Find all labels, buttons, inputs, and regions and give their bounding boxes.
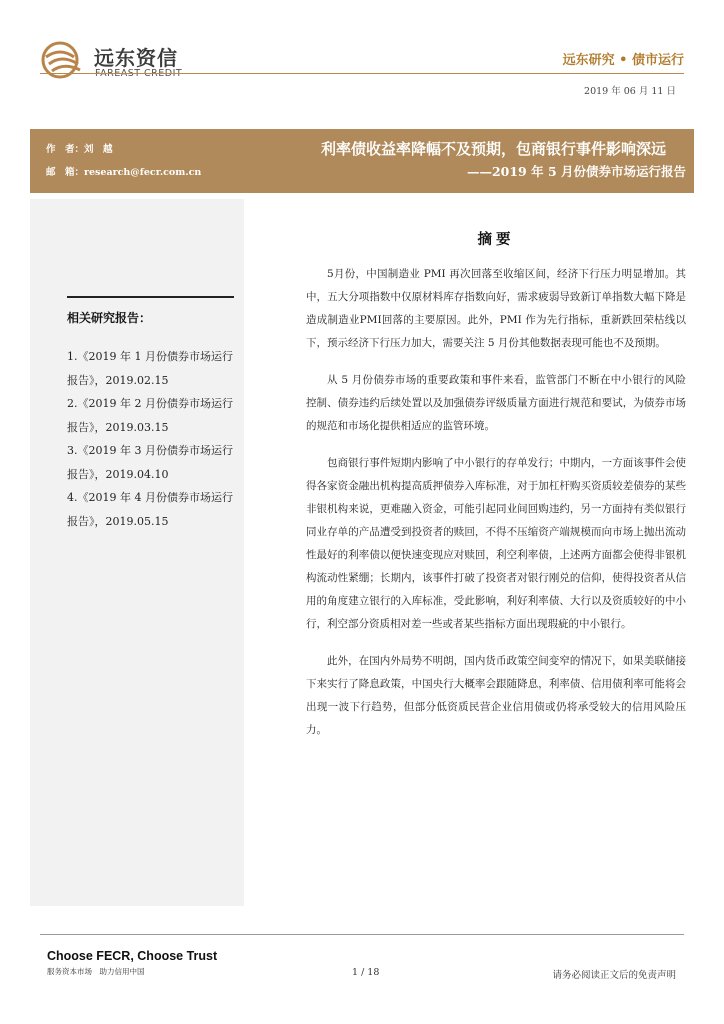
author-line: 作 者：刘 越 bbox=[46, 144, 113, 155]
report-section-label: 远东研究 • 债市运行 bbox=[562, 53, 684, 68]
logo-english-name: FAREAST CREDIT bbox=[95, 68, 183, 79]
page-number: 1 / 18 bbox=[352, 967, 380, 978]
report-subtitle: ——2019 年 5 月份债券市场运行报告 bbox=[466, 164, 686, 179]
abstract-section bbox=[306, 228, 686, 756]
email-line: 邮 箱：research@fecr.com.cn bbox=[46, 167, 202, 178]
related-report-item: 3.《2019 年 3 月份债券市场运行报告》，2019.04.10 bbox=[67, 444, 233, 481]
abstract-paragraph: 5月份，中国制造业 PMI 再次回落至收缩区间，经济下行压力明显增加。其中，五大分项指数中仅原材料库存指数向好，需求疲弱导致新订单指数大幅下降是造成制造业PMI回落的主要原因。此外，PMI 作为先行指标，重新跌回荣枯线以下，预示经济下行压力加大，需要关注 5 月份其他数据表现可能也不及预期。 bbox=[306, 268, 686, 349]
footer-slogan-sub: 服务资本市场 助力信用中国 bbox=[47, 967, 145, 976]
report-title: 利率债收益率降幅不及预期，包商银行事件影响深远 bbox=[320, 140, 666, 158]
disclaimer-note: 请务必阅读正文后的免责声明 bbox=[552, 970, 676, 981]
logo-chinese-name: 远东资信 bbox=[94, 46, 178, 70]
title-banner bbox=[30, 129, 694, 193]
footer-slogan: Choose FECR, Choose Trust bbox=[47, 949, 218, 963]
header-divider bbox=[40, 73, 684, 74]
related-reports-heading: 相关研究报告： bbox=[67, 311, 152, 325]
fareast-logo-icon bbox=[40, 40, 88, 80]
footer-divider bbox=[40, 934, 684, 935]
related-report-item: 1.《2019 年 1 月份债券市场运行报告》，2019.02.15 bbox=[67, 350, 233, 387]
abstract-paragraph: 此外，在国内外局势不明朗，国内货币政策空间变窄的情况下，如果美联储接下来实行了降息政策，中国央行大概率会跟随降息，利率债、信用债利率可能将会出现一波下行趋势，但部分低资质民营企业信用债或仍将承受较大的信用风险压力。 bbox=[306, 655, 686, 736]
abstract-paragraph: 从 5 月份债券市场的重要政策和事件来看，监管部门不断在中小银行的风险控制、债券违约后续处置以及加强债券评级质量方面进行规范和要试，为债券市场的规范和市场化提供相适应的监管环境。 bbox=[306, 374, 686, 432]
related-reports-list bbox=[67, 345, 239, 533]
related-report-item: 4.《2019 年 4 月份债券市场运行报告》，2019.05.15 bbox=[67, 491, 233, 528]
related-report-item: 2.《2019 年 2 月份债券市场运行报告》，2019.03.15 bbox=[67, 397, 233, 434]
company-logo bbox=[40, 40, 210, 85]
report-date: 2019 年 06 月 11 日 bbox=[584, 86, 676, 97]
sidebar-divider bbox=[67, 296, 234, 298]
sidebar bbox=[30, 199, 244, 906]
abstract-heading: 摘要 bbox=[477, 231, 515, 248]
abstract-paragraph: 包商银行事件短期内影响了中小银行的存单发行；中期内，一方面该事件会使得各家资金融出机构提高质押债券入库标准，对于加杠杆购买资质较差债券的某些非银机构来说，更难融入资金，可能引起同业间回购违约，另一方面持有类似银行同业存单的产品遭受到投资者的赎回，不得不压缩资产端规模而向市场上抛出流动性最好的利率债以便快速变现应对赎回，利空利率债，上述两方面都会使得非银机构流动性紧绷；长期内，该事件打破了投资者对银行刚兑的信仰，使得投资者从信用的角度建立银行的入库标准，受此影响，利好利率债、大行以及资质较好的中小行，利空部分资质相对差一些或者某些指标方面出现瑕疵的中小银行。 bbox=[306, 457, 686, 630]
